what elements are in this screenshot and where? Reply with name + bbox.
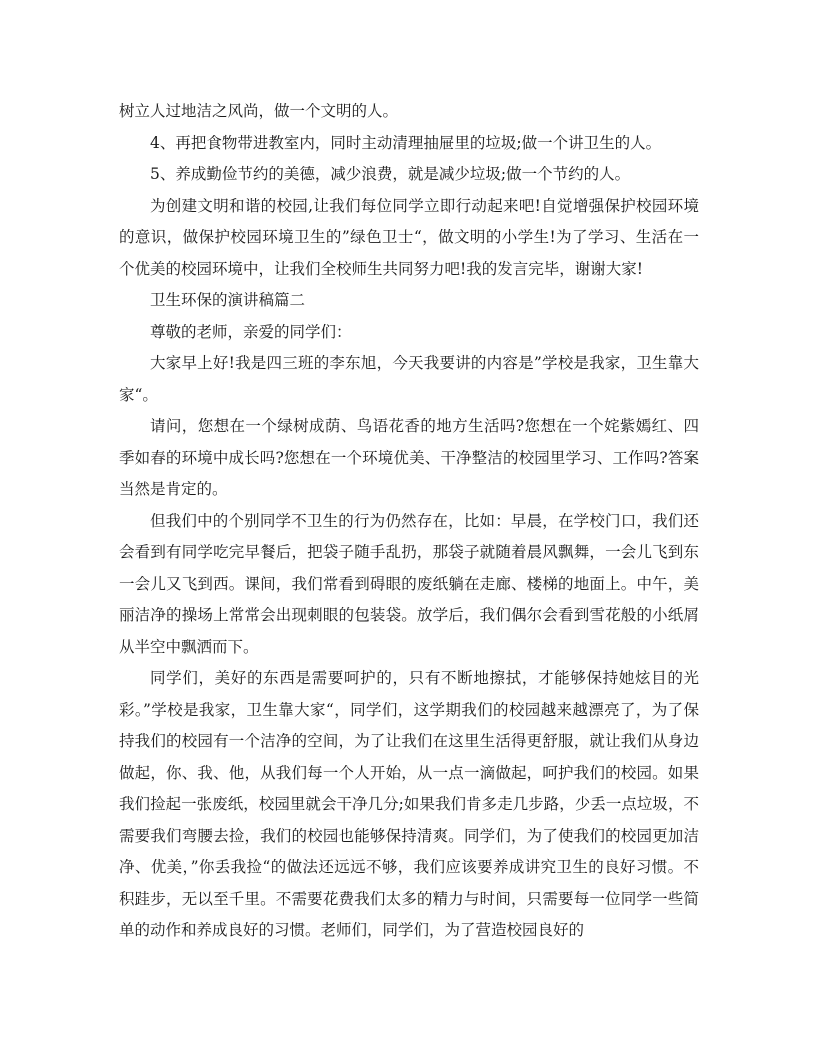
paragraph-questions: 请问，您想在一个绿树成荫、鸟语花香的地方生活吗?您想在一个姹紫嫣红、四季如春的环境中成长吗?您想在一个环境优美、干净整洁的校园里学习、工作吗?答案当然是肯定的。: [119, 417, 699, 498]
paragraph-continuation: 树立人过地洁之风尚，做一个文明的人。: [119, 102, 399, 120]
document-page: [119, 96, 699, 947]
paragraph-greeting: 大家早上好!我是四三班的李东旭，今天我要讲的内容是”学校是我家，卫生靠大家“。: [119, 354, 699, 404]
paragraph-item-5: 5、养成勤俭节约的美德，减少浪费，就是减少垃圾;做一个节约的人。: [150, 165, 631, 183]
section-heading: 卫生环保的演讲稿篇二: [150, 291, 306, 309]
paragraph-appeal: 同学们，美好的东西是需要呵护的，只有不断地擦拭，才能够保持她炫目的光彩。”学校是我家，卫生靠大家“，同学们，这学期我们的校园越来越漂亮了，为了保持我们的校园有一个洁净的空间，为了让我们在这里生活得更舒服，就让我们从身边做起，你、我、他，从我们每一个人开始，从一点一滴做起，呵护我们的校园。如果我们捡起一张废纸，校园里就会干净几分;如果我们肯多走几步路，少丢一点垃圾，不需要我们弯腰去捡，我们的校园也能够保持清爽。同学们，为了使我们的校园更加洁净、优美，”你丢我捡“的做法还远远不够，我们应该要养成讲究卫生的良好习惯。不积跬步，无以至千里。不需要花费我们太多的精力与时间，只需要每一位同学一些简单的动作和养成良好的习惯。老师们，同学们，为了营造校园良好的: [119, 669, 699, 939]
paragraph-closing-call: 为创建文明和谐的校园,让我们每位同学立即行动起来吧!自觉增强保护校园环境的意识，做保护校园环境卫生的”绿色卫士“，做文明的小学生!为了学习、生活在一个优美的校园环境中，让我们全校师生共同努力吧!我的发言完毕，谢谢大家!: [119, 196, 699, 278]
paragraph-salutation: 尊敬的老师，亲爱的同学们：: [150, 322, 352, 341]
paragraph-problems: 但我们中的个别同学不卫生的行为仍然存在，比如：早晨，在学校门口，我们还会看到有同学吃完早餐后，把袋子随手乱扔，那袋子就随着晨风飘舞，一会儿飞到东一会儿又飞到西。课间，我们常看到碍眼的废纸躺在走廊、楼梯的地面上。中午，美丽洁净的操场上常常会出现刺眼的包装袋。放学后，我们偶尔会看到雪花般的小纸屑从半空中飘洒而下。: [119, 511, 699, 656]
paragraph-item-4: 4、再把食物带进教室内，同时主动清理抽屉里的垃圾;做一个讲卫生的人。: [150, 133, 662, 152]
